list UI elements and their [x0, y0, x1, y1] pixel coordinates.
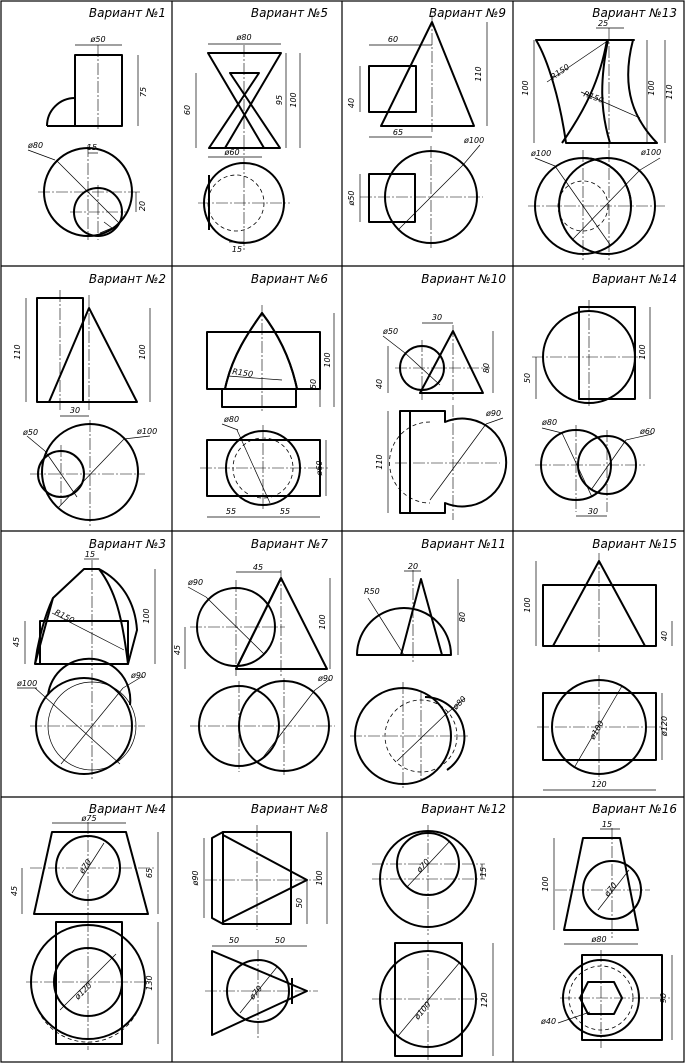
variant-12-cell [372, 802, 506, 1060]
dimension-label: 15 [479, 866, 488, 878]
dimension-label: ø70 [77, 857, 94, 876]
variant-15-cell [523, 537, 677, 790]
dimension-label: 50 [228, 936, 240, 945]
variant-9-cell [347, 6, 506, 250]
dimension-label: ø80 [224, 415, 240, 424]
dimension-label: ø100 [464, 136, 485, 145]
variant-16-cell [540, 802, 677, 1048]
variant-6-cell [200, 272, 334, 517]
variant-4-cell [10, 802, 166, 1050]
dimension-label: 100 [521, 80, 530, 96]
dimension-label: ø50 [23, 428, 39, 437]
dimension-label: ø70 [414, 857, 432, 875]
dimension-label: 55 [225, 507, 237, 516]
dimension-label: ø60 [640, 427, 656, 436]
variant-title: Вариант №4 [88, 802, 166, 816]
dimension-label: 55 [279, 507, 291, 516]
variant-title: Вариант №13 [592, 6, 677, 20]
dimension-label: 15 [86, 143, 98, 152]
dimension-label: 60 [183, 104, 192, 116]
dimension-label: 100 [142, 608, 151, 624]
variant-title: Вариант №12 [421, 802, 506, 816]
variant-title: Вариант №9 [428, 6, 506, 20]
variant-11-cell [350, 537, 506, 790]
dimension-label: 120 [480, 992, 489, 1008]
variant-14-cell [523, 272, 677, 516]
dimension-label: 45 [252, 563, 264, 572]
dimension-label: 100 [638, 344, 647, 360]
dimension-label: ø120 [73, 980, 94, 1002]
dimension-label: 110 [474, 66, 483, 82]
dimension-label: ø120 [660, 715, 669, 737]
dimension-label: 100 [138, 344, 147, 360]
variant-title: Вариант №5 [250, 6, 328, 20]
dimension-label: 50 [309, 378, 318, 390]
variant-3-cell [12, 537, 166, 780]
dimension-label: ø60 [315, 460, 324, 476]
dimension-label: ø80 [591, 935, 607, 944]
dimension-label: ø100 [412, 1000, 433, 1022]
variant-8-cell [191, 802, 328, 1040]
dimension-label: ø90 [191, 870, 200, 886]
dimension-label: 20 [407, 562, 419, 571]
dimension-label: ø70 [247, 983, 265, 1002]
dimension-label: 50 [295, 897, 304, 909]
dimension-label: 100 [315, 870, 324, 886]
dimension-label: 75 [139, 86, 148, 98]
dimension-label: ø90 [188, 578, 204, 587]
dimension-label: ø80 [236, 33, 252, 42]
dimension-label: 30 [69, 406, 81, 415]
dimension-label: ø70 [602, 880, 619, 899]
dimension-label: 100 [647, 80, 656, 96]
dimension-label: R150 [548, 62, 572, 82]
dimension-label: 65 [392, 128, 404, 137]
dimension-label: R150 [231, 367, 254, 379]
dimension-label: 100 [523, 597, 532, 613]
variant-1-cell [27, 6, 166, 240]
variant-title: Вариант №7 [250, 537, 328, 551]
dimension-label: 95 [275, 94, 284, 106]
dimension-label: ø90 [318, 674, 334, 683]
dimension-label: 100 [289, 92, 298, 108]
dimension-label: 25 [598, 19, 609, 28]
variant-title: Вариант №1 [88, 6, 166, 20]
dimension-label: ø90 [131, 671, 147, 680]
dimension-label: 110 [375, 454, 384, 470]
dimension-label: ø40 [541, 1017, 557, 1026]
variant-title: Вариант №16 [592, 802, 677, 816]
variant-title: Вариант №10 [421, 272, 506, 286]
dimension-label: 45 [12, 636, 21, 648]
dimension-label: ø100 [531, 149, 552, 158]
dimension-label: ø60 [224, 148, 240, 157]
dimension-label: 50 [274, 936, 286, 945]
dimension-label: 15 [84, 550, 96, 559]
dimension-label: 30 [431, 313, 443, 322]
variant-title: Вариант №3 [88, 537, 166, 551]
dimension-label: 15 [231, 245, 243, 254]
dimension-label: R150 [53, 607, 76, 626]
dimension-label: ø100 [587, 719, 606, 741]
dimension-label: ø80 [28, 141, 44, 150]
dimension-label: ø100 [17, 679, 38, 688]
dimension-label: 65 [145, 867, 154, 879]
dimension-label: ø90 [486, 409, 502, 418]
dimension-label: 15 [601, 820, 613, 829]
dimension-label: 90 [659, 992, 668, 1004]
variant-title: Вариант №8 [250, 802, 328, 816]
dimension-label: 45 [10, 885, 19, 897]
dimension-label: ø100 [641, 148, 662, 157]
dimension-label: 30 [587, 507, 599, 516]
dimension-label: 110 [13, 344, 22, 360]
dimension-label: 80 [458, 611, 467, 623]
dimension-label: 20 [138, 200, 147, 212]
dimension-label: 40 [660, 630, 669, 642]
dimension-label: 40 [347, 97, 356, 109]
variant-13-cell [521, 6, 677, 260]
dimension-label: ø50 [90, 35, 106, 44]
variant-7-cell [173, 537, 335, 775]
dimension-label: 130 [145, 975, 154, 991]
dimension-label: 40 [375, 378, 384, 390]
dimension-label: ø80 [451, 694, 469, 712]
dimension-label: R150 [582, 89, 605, 106]
dimension-label: ø75 [81, 814, 97, 823]
dimension-label: 110 [665, 84, 674, 100]
dimension-label: 100 [323, 352, 332, 368]
variant-10-cell [375, 272, 506, 520]
dimension-label: ø100 [137, 427, 158, 436]
variant-title: Вариант №6 [250, 272, 328, 286]
variant-title: Вариант №14 [592, 272, 677, 286]
variant-title: Вариант №15 [592, 537, 677, 551]
dimension-label: R50 [364, 587, 380, 596]
dimension-label: 60 [387, 35, 399, 44]
dimension-label: ø50 [383, 327, 399, 336]
dimension-label: 45 [173, 644, 182, 656]
variant-title: Вариант №11 [421, 537, 506, 551]
dimension-label: 120 [591, 780, 607, 789]
dimension-label: 50 [523, 372, 532, 384]
variant-5-cell [183, 6, 328, 254]
dimension-label: ø50 [347, 190, 356, 206]
dimension-label: 100 [541, 876, 550, 892]
dimension-label: ø80 [542, 418, 558, 427]
dimension-label: 80 [482, 362, 491, 374]
variant-2-cell [13, 272, 166, 528]
variant-title: Вариант №2 [88, 272, 166, 286]
dimension-label: 100 [318, 614, 327, 630]
